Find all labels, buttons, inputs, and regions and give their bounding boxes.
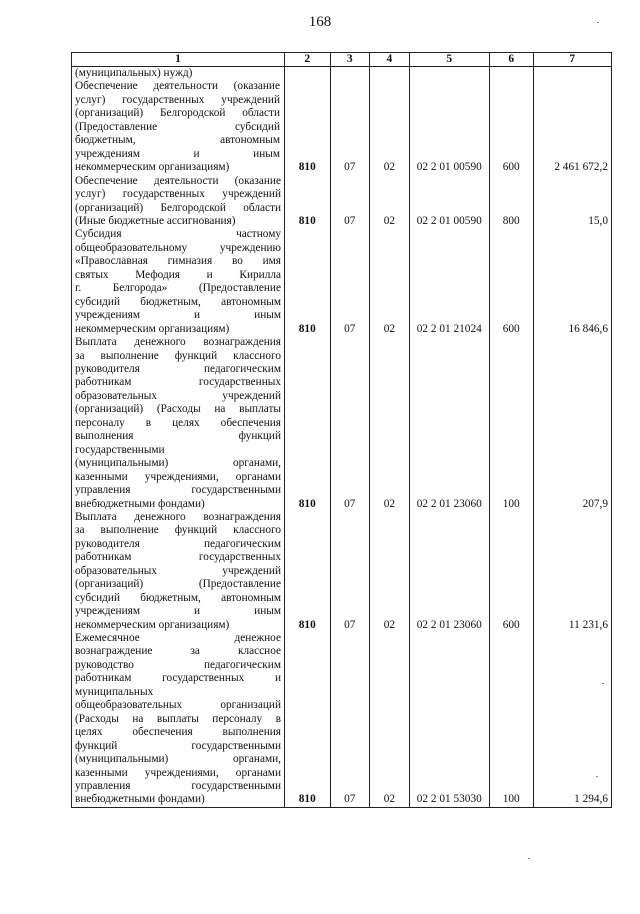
section-code: 07	[330, 175, 370, 229]
target-article-code: 02 2 01 21024	[409, 228, 489, 336]
row-description	[72, 632, 285, 807]
subsection-code: 02	[370, 632, 410, 807]
description-line: государственными	[75, 443, 165, 456]
description-line: вознаграждение за классное	[75, 645, 281, 658]
description-line: (муниципальными) органами,	[75, 753, 281, 766]
target-article-code: 02 2 01 53030	[409, 632, 489, 807]
header-col-3: 3	[330, 53, 370, 67]
table-header	[72, 53, 612, 67]
description-line: учреждениям и иным	[75, 309, 281, 322]
description-line: работникам государственных	[75, 376, 281, 389]
subsection-code: 02	[370, 80, 410, 174]
description-line: персоналу в целях обеспечения	[75, 416, 281, 429]
expense-type-code: 100	[489, 632, 533, 807]
budget-dept-code: 810	[285, 336, 331, 511]
amount	[533, 67, 611, 81]
expense-type-code: 100	[489, 336, 533, 511]
description-line: Выплата денежного вознаграждения	[75, 336, 281, 349]
description-line: (организаций) (Расходы на выплаты	[75, 403, 281, 416]
scan-speck	[602, 683, 604, 684]
expense-type-code: 600	[489, 511, 533, 632]
description-line: Обеспечение деятельности (оказание	[75, 80, 280, 93]
section-code	[330, 67, 370, 81]
description-line: целях обеспечения выполнения	[75, 726, 281, 739]
description-line: руководителя педагогическим	[75, 362, 281, 375]
description-line: за выполнение функций классного	[75, 349, 281, 362]
table-row	[72, 511, 612, 632]
description-line: общеобразовательному учреждению	[75, 241, 281, 254]
description-line: образовательных учреждений	[75, 389, 281, 402]
scan-speck	[528, 858, 530, 859]
table-row	[72, 632, 612, 807]
amount: 207,9	[533, 336, 611, 511]
expense-type-code: 600	[489, 80, 533, 174]
section-code: 07	[330, 80, 370, 174]
description-line: Субсидия частному	[75, 228, 281, 241]
header-col-6: 6	[489, 53, 533, 67]
description-line: (организаций) Белгородской области	[75, 107, 280, 120]
scan-speck	[597, 22, 599, 23]
subsection-code: 02	[370, 336, 410, 511]
section-code: 07	[330, 336, 370, 511]
table-row	[72, 80, 612, 174]
section-code: 07	[330, 632, 370, 807]
description-line: руководство педагогическим	[75, 658, 281, 671]
row-description	[72, 175, 285, 229]
target-article-code	[409, 67, 489, 81]
row-description	[72, 228, 285, 336]
budget-dept-code: 810	[285, 175, 331, 229]
description-line: (Расходы на выплаты персоналу в	[75, 712, 281, 725]
expense-type-code	[489, 67, 533, 81]
description-line: некоммерческим организациям)	[75, 161, 230, 174]
subsection-code: 02	[370, 228, 410, 336]
target-article-code: 02 2 01 00590	[409, 80, 489, 174]
table-row	[72, 175, 612, 229]
description-line: внебюджетными фондами)	[75, 497, 205, 510]
description-line: субсидий бюджетным, автономным	[75, 295, 281, 308]
description-line: субсидий бюджетным, автономным	[75, 591, 281, 604]
description-line: некоммерческим организациям)	[75, 322, 230, 335]
section-code: 07	[330, 228, 370, 336]
description-line: «Православная гимназия во имя	[75, 255, 281, 268]
description-line: Выплата денежного вознаграждения	[75, 510, 281, 523]
amount: 11 231,6	[533, 511, 611, 632]
expense-type-code: 800	[489, 175, 533, 229]
description-line: бюджетным, автономным	[75, 134, 280, 147]
amount: 16 846,6	[533, 228, 611, 336]
description-line: учреждениям и иным	[75, 147, 280, 160]
expense-type-code: 600	[489, 228, 533, 336]
subsection-code	[370, 67, 410, 81]
section-code: 07	[330, 511, 370, 632]
scan-speck	[596, 776, 598, 777]
description-line: Обеспечение деятельности (оказание	[75, 174, 281, 187]
amount: 15,0	[533, 175, 611, 229]
subsection-code: 02	[370, 175, 410, 229]
description-line: (Предоставление субсидий	[75, 120, 280, 133]
description-line: управления государственными	[75, 780, 281, 793]
description-line: внебюджетными фондами)	[75, 793, 205, 806]
description-line: (Иные бюджетные ассигнования)	[75, 214, 236, 227]
description-line: (муниципальных) нужд)	[75, 67, 193, 79]
budget-dept-code: 810	[285, 632, 331, 807]
description-line: образовательных учреждений	[75, 564, 281, 577]
table-row	[72, 228, 612, 336]
header-col-2: 2	[285, 53, 331, 67]
description-line: (организаций) Белгородской области	[75, 201, 281, 214]
target-article-code: 02 2 01 23060	[409, 511, 489, 632]
description-line: (организаций) (Предоставление	[75, 578, 281, 591]
description-line: услуг) государственных учреждений	[75, 93, 280, 106]
budget-dept-code: 810	[285, 80, 331, 174]
description-line: функций государственными	[75, 739, 281, 752]
header-col-7: 7	[533, 53, 611, 67]
description-line: руководителя педагогическим	[75, 537, 281, 550]
amount: 1 294,6	[533, 632, 611, 807]
description-line: управления государственными	[75, 484, 281, 497]
subsection-code: 02	[370, 511, 410, 632]
description-line: Ежемесячное денежное	[75, 632, 281, 645]
description-line: (муниципальными) органами,	[75, 457, 281, 470]
description-line: общеобразовательных организаций	[75, 699, 281, 712]
amount: 2 461 672,2	[533, 80, 611, 174]
header-col-5: 5	[409, 53, 489, 67]
description-line: за выполнение функций классного	[75, 524, 281, 537]
budget-dept-code: 810	[285, 228, 331, 336]
description-line: казенными учреждениями, органами	[75, 470, 281, 483]
budget-dept-code: 810	[285, 511, 331, 632]
description-line: работникам государственных и	[75, 672, 281, 685]
table-body	[72, 67, 612, 808]
description-line: учреждениям и иным	[75, 605, 281, 618]
page-number: 168	[308, 14, 332, 30]
row-description	[72, 67, 285, 81]
description-line: некоммерческим организациям)	[75, 618, 230, 631]
description-line: святых Мефодия и Кирилла	[75, 268, 281, 281]
header-col-4: 4	[370, 53, 410, 67]
row-description	[72, 511, 285, 632]
description-line: выполнения функций	[75, 430, 281, 443]
header-col-1: 1	[72, 53, 285, 67]
description-line: работникам государственных	[75, 551, 281, 564]
target-article-code: 02 2 01 00590	[409, 175, 489, 229]
description-line: услуг) государственных учреждений	[75, 188, 281, 201]
table-row	[72, 336, 612, 511]
budget-table	[71, 52, 612, 808]
table-row	[72, 67, 612, 81]
target-article-code: 02 2 01 23060	[409, 336, 489, 511]
description-line: казенными учреждениями, органами	[75, 766, 281, 779]
row-description	[72, 336, 285, 511]
description-line: г. Белгорода» (Предоставление	[75, 282, 281, 295]
budget-dept-code	[285, 67, 331, 81]
row-description	[72, 80, 285, 174]
description-line: муниципальных	[75, 685, 154, 698]
